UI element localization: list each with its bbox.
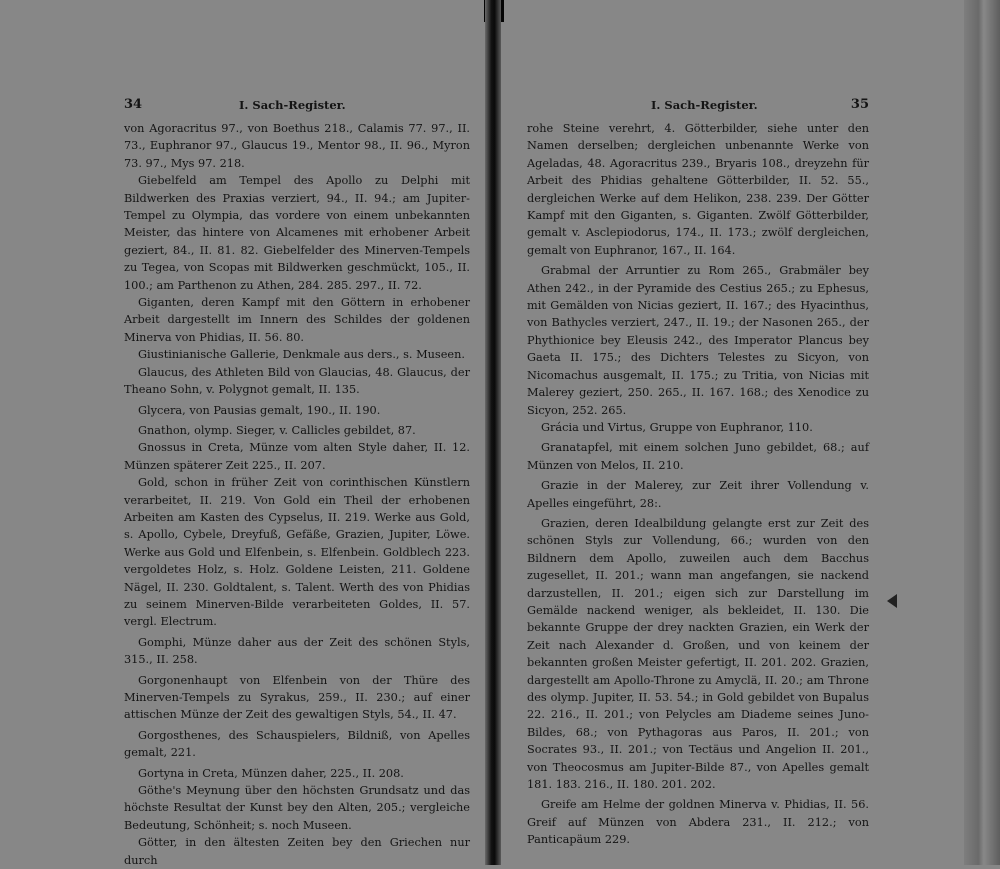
left-entries — [124, 120, 470, 869]
index-entry: rohe Steine verehrt, 4. Götterbilder, siehe unter den Namen derselben; dergleichen unbenannte Werke von Ageladas, 48. Agoracritus 239., Bryaris 108., dreyzehn für Arbeit des Phidias gehaltene Götterbilder, II. 52. 55., dergleichen Werke auf dem Helikon, 238. 239. Der Götter Kampf mit den Giganten, s. Giganten. Zwölf Götterbilder, gemalt v. Asclepiodorus, 174., II. 173.; zwölf dergleichen, gemalt von Euphranor, 167., II. 164. — [527, 122, 869, 257]
right-entries — [527, 120, 869, 849]
index-entry: Gold, schon in früher Zeit von corinthischen Künstlern verarbeitet, II. 219. Von Gold ein Theil der erhobenen Arbeiten am Kasten des Cypselus, II. 219. Werke aus Gold, s. Apollo, Cybele, Dreyfuß, Gefäße, Grazien, Jupiter, Löwe. Werke aus Gold und Elfenbein, s. Elfenbein. Goldblech 223. vergoldetes Holz, s. Holz. Goldene Leisten, 211. Goldene Nägel, II. 230. Goldtalent, s. Talent. Werth des von Phidias zu seinem Minerven-Bilde verarbeiteten Goldes, II. 57. vergl. Electrum. — [124, 476, 470, 629]
index-entry: Grazien, deren Idealbildung gelangte erst zur Zeit des schönen Styls zur Vollendung, 66.; wurden von den Bildnern dem Apollo, zuweilen auch dem Bacchus zugesellet, II. 201.; wann man angefangen, sie nackend darzustellen, II. 201.; eigen sich zur Darstellung im Gemälde nackend weniger, als bekleidet, II. 130. Die bekannte Gruppe der drey nackten Grazien, ein Werk der Zeit nach Alexander d. Großen, und von keinem der bekannten großen Meister gefertigt, II. 201. 202. Grazien, dargestellt am Apollo-Throne zu Amyclä, II. 20.; am Throne des olymp. Jupiter, II. 53. 54.; in Gold gebildet von Bupalus 22. 216., II. 201.; von Pelycles am Diademe seines Juno-Bildes, 68.; von Pythagoras aus Paros, II. 201.; von Socrates 93., II. 201.; von Tectäus und Angelion II. 201., von Theocosmus am Jupiter-Bilde 87., von Apelles gemalt 181. 183. 216., II. 180. 201. 202. — [527, 516, 869, 792]
index-entry: Granatapfel, mit einem solchen Juno gebildet, 68.; auf Münzen von Melos, II. 210. — [527, 441, 869, 472]
index-entry: Giebelfeld am Tempel des Apollo zu Delphi mit Bildwerken des Praxias verziert, 94., II. 94.; am Jupiter-Tempel zu Olympia, das vordere von einem unbekannten Meister, das hintere von Alcamenes mit erhobener Arbeit geziert, 84., II. 81. 82. Giebelfelder des Minerven-Tempels zu Tegea, von Scopas mit Bildwerken geschmückt, 105., II. 100.; am Parthenon zu Athen, 284. 285. 297., II. 72. — [124, 174, 470, 292]
index-entry: Giustinianische Gallerie, Denkmale aus ders., s. Museen. — [138, 348, 465, 362]
left-page — [124, 96, 470, 869]
index-entry: Grazie in der Malerey, zur Zeit ihrer Vollendung v. Apelles eingeführt, 28:. — [527, 479, 869, 510]
right-page-header — [527, 96, 869, 120]
index-entry: Götter, in den ältesten Zeiten bey den Griechen nur durch — [124, 836, 470, 867]
book-spine — [485, 0, 501, 865]
index-entry: Gnossus in Creta, Münze vom alten Style daher, II. 12. Münzen späterer Zeit 225., II. 207. — [124, 441, 470, 472]
left-page-header — [124, 96, 470, 120]
margin-pointer-mark — [887, 594, 897, 608]
index-entry: Grabmal der Arruntier zu Rom 265., Grabmäler bey Athen 242., in der Pyramide des Cestius 265.; zu Ephesus, mit Gemälden von Nicias geziert, II. 167.; des Hyacinthus, von Bathycles verziert, 247., II. 19.; der Nasonen 265., der Phythionice bey Eleusis 242., des Imperator Plancus bey Gaeta II. 175.; des Dichters Telestes zu Sicyon, von Nicomachus ausgemalt, II. 175.; zu Tritia, von Nicias mit Malerey geziert, 250. 265., II. 167. 168.; des Xenodice zu Sicyon, 252. 265. — [527, 264, 869, 417]
index-entry: Gnathon, olymp. Sieger, v. Callicles gebildet, 87. — [138, 423, 416, 437]
index-entry: Gomphi, Münze daher aus der Zeit des schönen Styls, 315., II. 258. — [124, 635, 470, 667]
page-edge — [964, 0, 1000, 865]
index-entry: Gorgosthenes, des Schauspielers, Bildniß, von Apelles gemalt, 221. — [124, 728, 470, 760]
index-entry: Göthe's Meynung über den höchsten Grundsatz und das höchste Resultat der Kunst bey den Alten, 205.; vergleiche Bedeutung, Schönheit; s. noch Museen. — [124, 784, 470, 832]
index-entry: Glaucus, des Athleten Bild von Glaucias, 48. Glaucus, der Theano Sohn, v. Polygnot gemalt, II. 135. — [124, 365, 470, 397]
left-page-number: 34 — [124, 97, 143, 112]
index-entry: Glycera, von Pausias gemalt, 190., II. 190. — [138, 403, 381, 417]
left-running-head: I. Sach-Register. — [239, 98, 346, 112]
index-entry: Grácia und Virtus, Gruppe von Euphranor, 110. — [541, 420, 813, 434]
right-running-head: I. Sach-Register. — [651, 98, 758, 112]
index-entry: Giganten, deren Kampf mit den Göttern in erhobener Arbeit dargestellt im Innern des Schildes der goldenen Minerva von Phidias, II. 56. 80. — [124, 296, 470, 344]
right-page — [527, 96, 869, 849]
index-entry: Gorgonenhaupt von Elfenbein von der Thüre des Minerven-Tempels zu Syrakus, 259., II. 230.; auf einer attischen Münze der Zeit des gewaltigen Styls, 54., II. 47. — [124, 673, 470, 722]
index-entry: Gortyna in Creta, Münzen daher, 225., II. 208. — [138, 766, 404, 780]
index-entry: von Agoracritus 97., von Boethus 218., Calamis 77. 97., II. 73., Euphranor 97., Glaucus 19., Mentor 98., II. 96., Myron 73. 97., Mys 97. 218. — [124, 122, 470, 170]
index-entry: Greife am Helme der goldnen Minerva v. Phidias, II. 56. Greif auf Münzen von Abdera 231., II. 212.; von Panticapäum 229. — [527, 798, 869, 847]
right-page-number: 35 — [850, 97, 869, 112]
